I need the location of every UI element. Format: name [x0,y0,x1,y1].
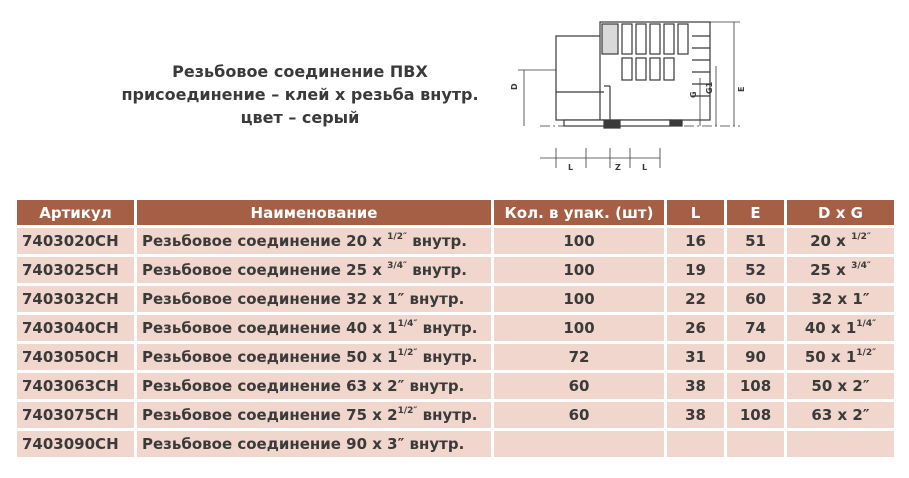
cell-l [667,431,724,457]
cell-l [667,373,724,399]
cell-article [17,286,134,312]
article-text: 7403050CH [22,348,119,366]
table-row [17,431,894,457]
cell-article [17,344,134,370]
cell-l [667,257,724,283]
cell-qty [494,373,664,399]
name-text: Резьбовое соединение 90 х 3″ [142,435,405,453]
header-dxg: D x G [787,200,894,225]
cell-l [667,228,724,254]
header-name: Наименование [137,200,491,225]
table-row [17,257,894,283]
cell-name [137,315,491,341]
cell-qty [494,344,664,370]
e-text: 51 [745,232,766,250]
table-row [17,286,894,312]
dxg-text: 20 x [810,232,852,250]
l-text: 31 [685,348,706,366]
cell-article [17,373,134,399]
qty-text: 100 [563,261,595,279]
article-text: 7403025CH [22,261,119,279]
dim-label-l-right: L [642,163,648,172]
drawing-left-socket [556,36,604,120]
cell-dxg [787,344,894,370]
cell-dxg [787,257,894,283]
cell-e [727,315,784,341]
qty-text: 100 [563,232,595,250]
cell-e [727,228,784,254]
name-fraction: 1/4″ [397,319,418,329]
dxg-fraction: 1/2″ [851,232,871,242]
dxg-text: 40 x 1 [804,319,857,337]
dxg-text: 63 x 2″ [811,406,870,424]
cell-l [667,286,724,312]
cell-dxg [787,228,894,254]
dxg-fraction: 1/4″ [856,319,877,329]
dim-label-z: Z [615,163,621,172]
e-text: 60 [745,290,766,308]
name-text: Резьбовое соединение 25 х [142,261,388,279]
cell-qty [494,315,664,341]
cell-qty [494,228,664,254]
l-text: 19 [685,261,706,279]
article-text: 7403032CH [22,290,119,308]
spec-table [14,197,897,460]
cell-dxg [787,402,894,428]
product-title [110,60,490,129]
cell-e [727,344,784,370]
name-suffix: внутр. [404,377,465,395]
dim-label-e: E [737,86,746,92]
qty-text: 72 [568,348,590,366]
name-text: Резьбовое соединение 63 х 2″ [142,377,405,395]
article-text: 7403090CH [22,435,119,453]
cell-article [17,228,134,254]
dxg-fraction: 1/2″ [856,348,877,358]
header-qty: Кол. в упак. (шт) [494,200,664,225]
article-text: 7403063CH [22,377,119,395]
cell-dxg [787,373,894,399]
cell-e [727,257,784,283]
dxg-text: 50 x 2″ [811,377,870,395]
dim-label-g1: G1 [705,81,714,94]
dxg-text: 32 x 1″ [811,290,870,308]
cell-name [137,228,491,254]
cell-article [17,402,134,428]
dxg-fraction: 3/4″ [851,261,871,271]
qty-text: 100 [563,319,595,337]
cell-name [137,286,491,312]
name-text: Резьбовое соединение 20 х [142,232,388,250]
article-text: 7403075CH [22,406,119,424]
title-line-1: Резьбовое соединение ПВХ [172,62,428,81]
qty-text: 60 [568,406,590,424]
cell-article [17,315,134,341]
cell-e [727,373,784,399]
l-text: 38 [685,406,706,424]
table-row [17,402,894,428]
name-fraction: 1/2″ [397,406,418,416]
name-suffix: внутр. [406,261,467,279]
cell-name [137,344,491,370]
e-text: 90 [745,348,766,366]
e-text: 52 [745,261,766,279]
cell-qty [494,402,664,428]
name-text: Резьбовое соединение 50 х 1 [142,348,398,366]
l-text: 38 [685,377,706,395]
table-row [17,344,894,370]
cell-l [667,344,724,370]
cell-name [137,402,491,428]
cell-qty [494,286,664,312]
cell-e [727,431,784,457]
cell-article [17,257,134,283]
dxg-text: 50 x 1 [804,348,857,366]
name-fraction: 1/2″ [397,348,418,358]
cell-e [727,286,784,312]
name-text: Резьбовое соединение 75 х 2 [142,406,398,424]
name-suffix: внутр. [417,319,478,337]
name-fraction: 1/2″ [387,232,407,242]
e-text: 108 [739,406,772,424]
cell-qty [494,431,664,457]
table-header-row [17,200,894,225]
qty-text: 60 [568,377,590,395]
table-row [17,228,894,254]
cell-article [17,431,134,457]
article-text: 7403040CH [22,319,119,337]
cell-name [137,257,491,283]
name-text: Резьбовое соединение 40 х 1 [142,319,398,337]
l-text: 16 [685,232,706,250]
table-row [17,315,894,341]
l-text: 22 [685,290,706,308]
header-l: L [667,200,724,225]
dxg-text: 25 x [810,261,852,279]
name-suffix: внутр. [404,435,465,453]
name-text: Резьбовое соединение 32 х 1″ [142,290,405,308]
table-row [17,373,894,399]
cell-name [137,431,491,457]
cell-dxg [787,286,894,312]
technical-drawing [500,8,770,188]
cell-dxg [787,431,894,457]
cell-dxg [787,315,894,341]
cell-e [727,402,784,428]
cell-qty [494,257,664,283]
title-line-3: цвет – серый [240,108,360,127]
title-line-2: присоединение – клей х резьба внутр. [121,85,479,104]
dim-label-d: D [510,83,519,90]
cell-l [667,315,724,341]
qty-text: 100 [563,290,595,308]
e-text: 74 [745,319,766,337]
name-suffix: внутр. [417,348,478,366]
dim-label-g: G [689,91,698,98]
name-suffix: внутр. [404,290,465,308]
cell-name [137,373,491,399]
e-text: 108 [739,377,772,395]
l-text: 26 [685,319,706,337]
name-suffix: внутр. [417,406,478,424]
cell-l [667,402,724,428]
dim-label-l-left: L [568,163,574,172]
header-article: Артикул [17,200,134,225]
name-suffix: внутр. [406,232,467,250]
header-e: E [727,200,784,225]
article-text: 7403020CH [22,232,119,250]
name-fraction: 3/4″ [387,261,407,271]
